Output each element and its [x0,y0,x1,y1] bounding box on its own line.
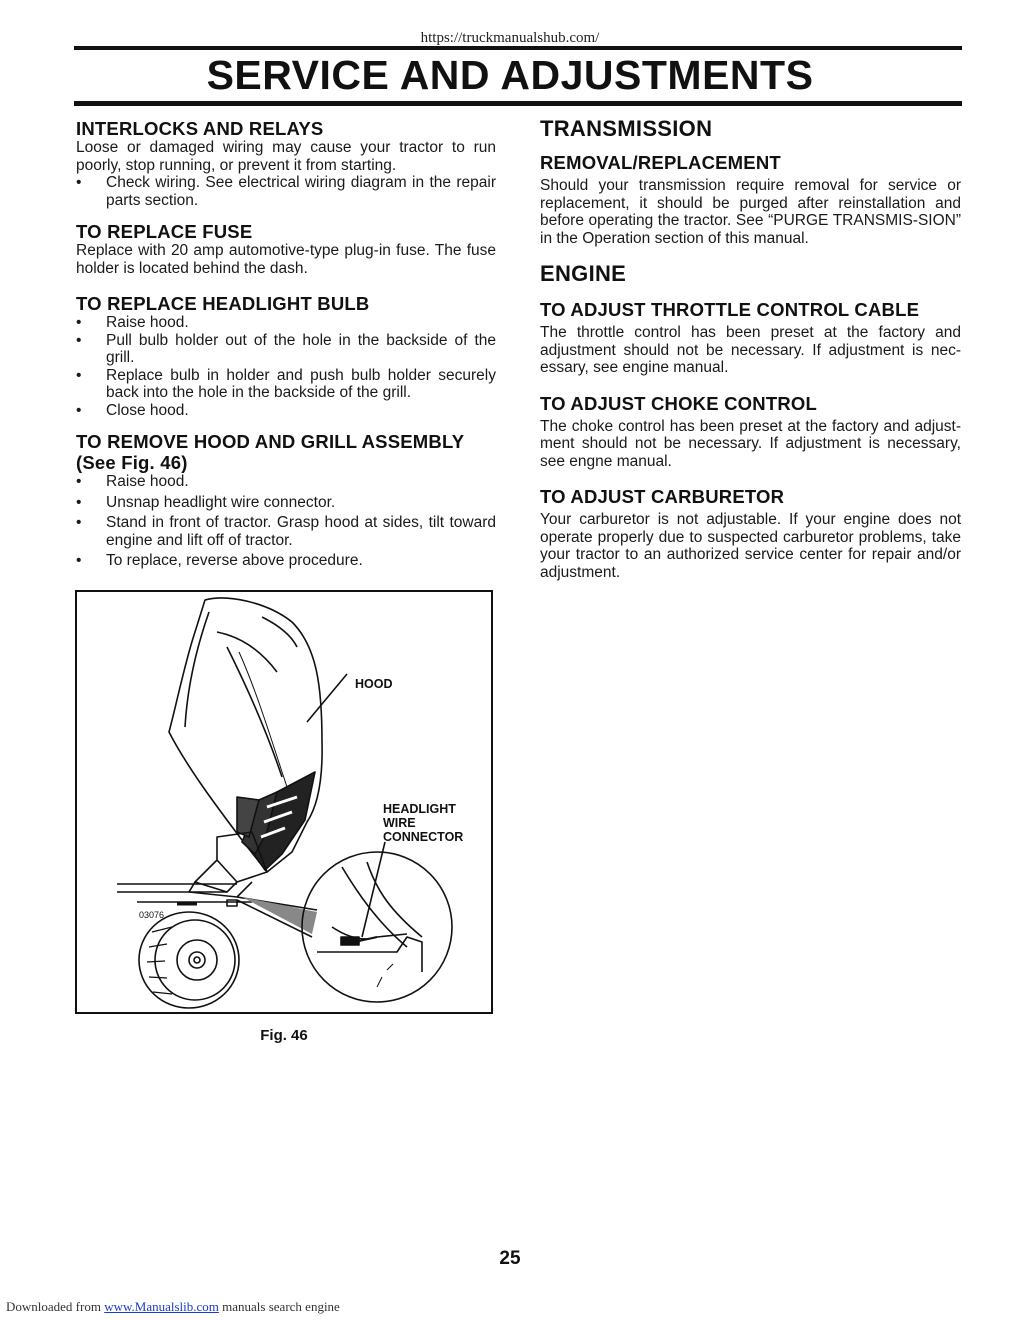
list-item: • Raise hood. [76,473,189,490]
list-item: • Replace bulb in holder and push bulb holder securely back into the hole in the backside of the grill. [76,366,496,401]
choke-heading: TO ADJUST CHOKE CONTROL [540,392,817,414]
section-hood [76,431,496,570]
headlight-heading: TO REPLACE HEADLIGHT BULB [76,293,370,314]
right-column [540,116,961,581]
label-hood: HOOD [355,677,393,691]
choke-body: The choke control has been preset at the factory and adjust-ment should not be necessary. If adjustment is necessary, see engne manual. [540,417,961,470]
carburetor-heading: TO ADJUST CARBURETOR [540,486,785,507]
transmission-body: Should your transmission require removal for service or replacement, it should be purged after reinstallation and before operating the tractor. See “PURGE TRANSMIS-SION” in the Operation section of this manual. [540,177,961,247]
hood-list [76,473,496,570]
interlocks-heading: INTERLOCKS AND RELAYS [76,118,324,139]
title-rule [74,101,962,106]
throttle-body: The throttle control has been preset at the factory and adjustment should not be necessary. If adjustment is nec-essary, see engine manual. [540,324,961,376]
section-interlocks [76,118,496,209]
removal-heading: REMOVAL/REPLACEMENT [540,152,781,173]
label-headlight: HEADLIGHT [383,802,456,816]
figure-caption: Fig. 46 [260,1027,308,1044]
interlocks-list [76,174,496,209]
list-item: • Unsnap headlight wire connector. [76,493,336,511]
left-column [76,116,496,570]
transmission-heading: TRANSMISSION [540,116,713,141]
section-transmission [540,116,961,247]
carburetor-body: Your carburetor is not adjustable. If your engine does not operate properly due to suspected carburetor problems, take your tractor to an authorized service center for repair and/or adjustment. [540,511,961,581]
label-wire: WIRE [383,816,416,830]
hood-heading: TO REMOVE HOOD AND GRILL ASSEMBLY [76,431,465,452]
list-item: • To replace, reverse above procedure. [76,552,363,569]
list-item: • Check wiring. See electrical wiring diagram in the repair parts section. [76,174,496,209]
top-rule [74,46,962,50]
label-connector: CONNECTOR [383,830,464,844]
page-title: SERVICE AND ADJUSTMENTS [206,52,814,98]
fuse-body: Replace with 20 amp automotive-type plug-in fuse. The fuse holder is located behind the dash. [76,242,496,277]
engine-heading: ENGINE [540,261,627,286]
footer [6,1299,340,1315]
footer-prefix: Downloaded from [6,1299,105,1314]
list-item: • Close hood. [76,401,189,419]
figure-46 [75,590,493,1014]
fuse-heading: TO REPLACE FUSE [76,221,253,242]
throttle-heading: TO ADJUST THROTTLE CONTROL CABLE [540,299,920,320]
part-code: 03076 [139,910,165,920]
list-item: • Stand in front of tractor. Grasp hood at sides, tilt toward engine and lift off of tractor. [76,514,496,549]
headlight-list [76,314,496,419]
section-engine [540,261,961,581]
manualslib-link[interactable]: www.Manualslib.com [104,1299,219,1314]
list-item: • Raise hood. [76,314,189,331]
section-headlight [76,293,496,419]
source-url[interactable]: https://truckmanualshub.com/ [420,30,600,46]
list-item: • Pull bulb holder out of the hole in the backside of the grill. [76,331,496,366]
interlocks-body: Loose or damaged wiring may cause your tractor to run poorly, stop running, or prevent it from starting. [76,139,496,174]
page-number: 25 [499,1248,521,1269]
footer-suffix: manuals search engine [218,1299,340,1314]
section-fuse [76,221,496,277]
hood-heading-ref: (See Fig. 46) [76,452,188,473]
